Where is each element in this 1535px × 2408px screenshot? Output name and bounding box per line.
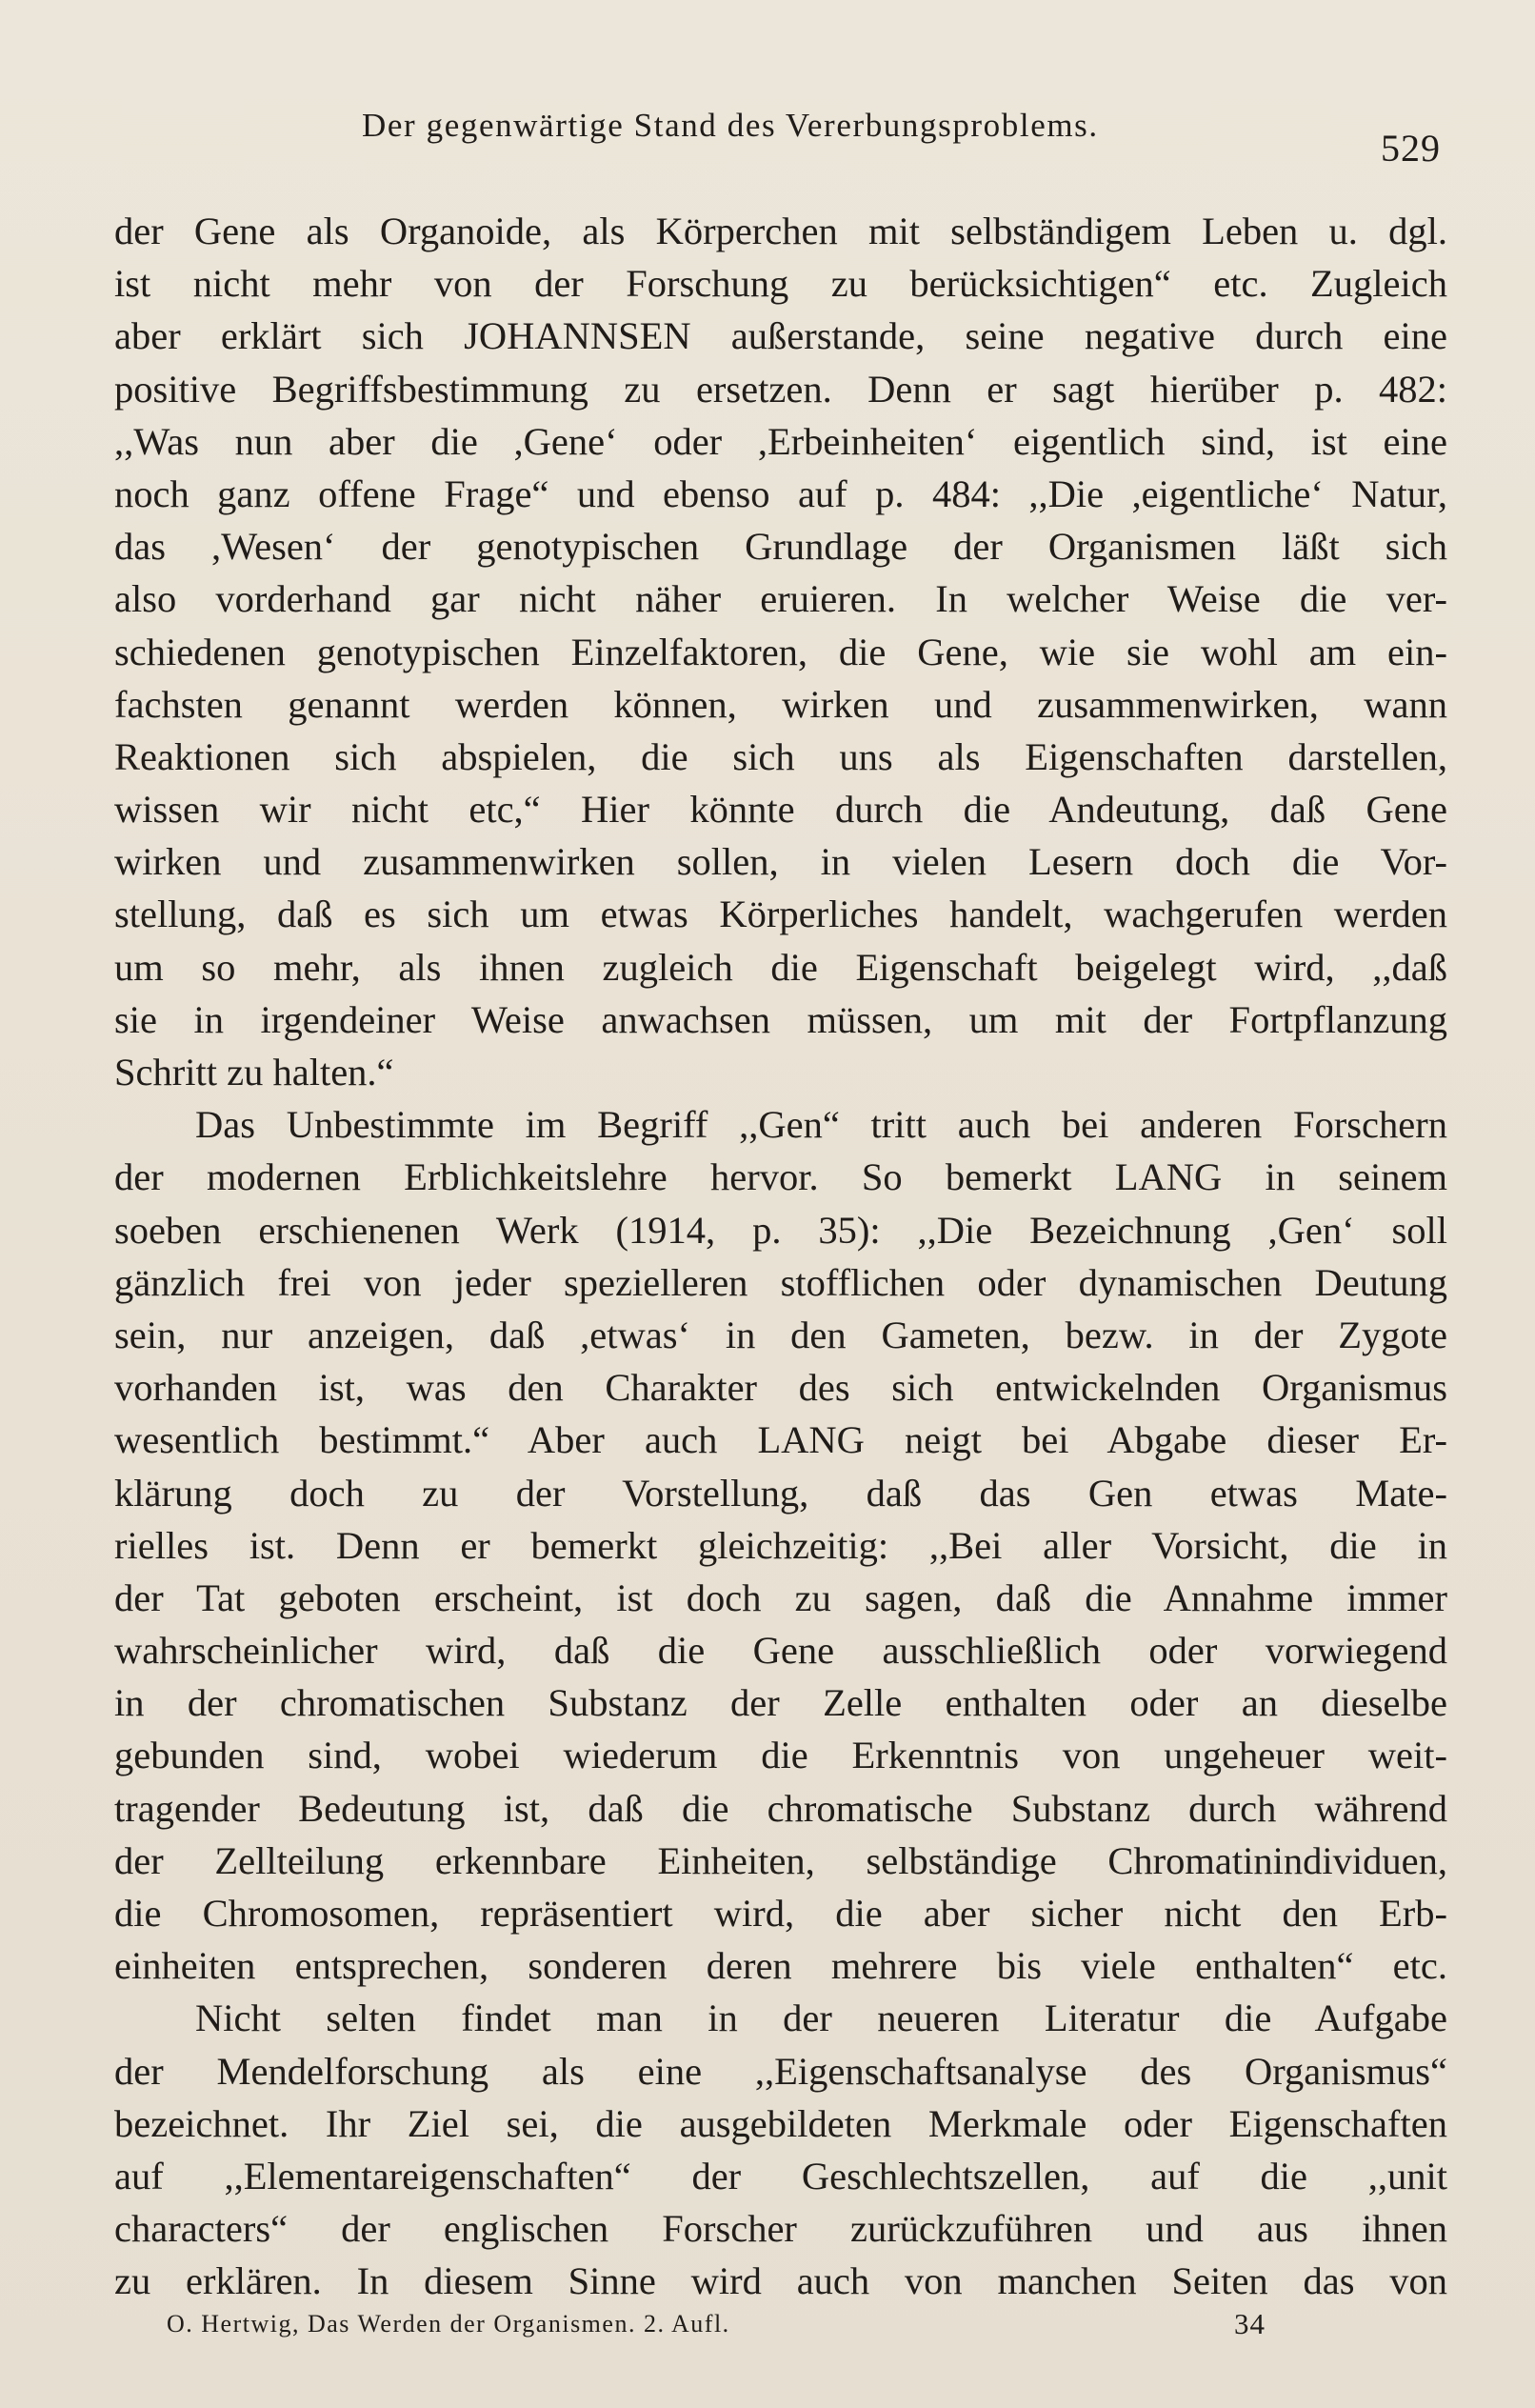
- page-number: 529: [1381, 127, 1441, 170]
- text-line: vorhanden ist, was den Charakter des sich entwickelnden Organismus: [114, 1366, 1447, 1410]
- text-line: wesentlich bestimmt.“ Aber auch LANG neigt bei Abgabe dieser Er-: [114, 1418, 1447, 1462]
- text-line: fachsten genannt werden können, wirken und zusammenwirken, wann: [114, 682, 1447, 726]
- footer-citation: O. Hertwig, Das Werden der Organismen. 2. Aufl.: [167, 2310, 730, 2338]
- text-line: bezeichnet. Ihr Ziel sei, die ausgebildeten Merkmale oder Eigenschaften: [114, 2101, 1447, 2145]
- paragraph-end-line: einheiten entsprechen, sonderen deren mehrere bis viele enthalten“ etc.: [114, 1944, 1447, 1988]
- text-line: das ,Wesen‘ der genotypischen Grundlage der Organismen läßt sich: [114, 525, 1447, 569]
- paragraph-start-line: Das Unbestimmte im Begriff ,,Gen“ tritt auch bei anderen Forschern: [195, 1103, 1447, 1147]
- text-line: zu erklären. In diesem Sinne wird auch von manchen Seiten das von: [114, 2259, 1447, 2303]
- text-line: noch ganz offene Frage“ und ebenso auf p. 484: ,,Die ,eigentliche‘ Natur,: [114, 472, 1447, 515]
- text-line: der modernen Erblichkeitslehre hervor. So bemerkt LANG in seinem: [114, 1155, 1447, 1199]
- text-line: wissen wir nicht etc,“ Hier könnte durch die Andeutung, daß Gene: [114, 788, 1447, 832]
- text-line: wirken und zusammenwirken sollen, in vielen Lesern doch die Vor-: [114, 840, 1447, 884]
- text-line: ,,Was nun aber die ,Gene‘ oder ,Erbeinheiten‘ eigentlich sind, ist eine: [114, 419, 1447, 463]
- signature-mark: 34: [1234, 2307, 1266, 2340]
- text-line: rielles ist. Denn er bemerkt gleichzeitig: ,,Bei aller Vorsicht, die in: [114, 1523, 1447, 1567]
- text-line: der Mendelforschung als eine ,,Eigenschaftsanalyse des Organismus“: [114, 2049, 1447, 2093]
- text-line: klärung doch zu der Vorstellung, daß das Gen etwas Mate-: [114, 1471, 1447, 1515]
- text-line: der Tat geboten erscheint, ist doch zu sagen, daß die Annahme immer: [114, 1575, 1447, 1619]
- text-line: tragender Bedeutung ist, daß die chromatische Substanz durch während: [114, 1786, 1447, 1830]
- text-line: der Zellteilung erkennbare Einheiten, selbständige Chromatinindividuen,: [114, 1838, 1447, 1882]
- text-line: characters“ der englischen Forscher zurückzuführen und aus ihnen: [114, 2207, 1447, 2251]
- text-line: wahrscheinlicher wird, daß die Gene ausschließlich oder vorwiegend: [114, 1629, 1447, 1673]
- text-line: aber erklärt sich JOHANNSEN außerstande, seine negative durch eine: [114, 314, 1447, 358]
- paragraph-start-line: Nicht selten findet man in der neueren Literatur die Aufgabe: [195, 1997, 1447, 2040]
- text-line: sein, nur anzeigen, daß ,etwas‘ in den Gameten, bezw. in der Zygote: [114, 1313, 1447, 1356]
- text-line: ist nicht mehr von der Forschung zu berücksichtigen“ etc. Zugleich: [114, 262, 1447, 306]
- text-line: Reaktionen sich abspielen, die sich uns als Eigenschaften darstellen,: [114, 734, 1447, 778]
- text-line: auf ,,Elementareigenschaften“ der Geschlechtszellen, auf die ,,unit: [114, 2154, 1447, 2197]
- text-line: sie in irgendeiner Weise anwachsen müssen, um mit der Fortpflanzung: [114, 997, 1447, 1041]
- text-line: in der chromatischen Substanz der Zelle enthalten oder an dieselbe: [114, 1681, 1447, 1725]
- text-line: also vorderhand gar nicht näher eruieren. In welcher Weise die ver-: [114, 577, 1447, 621]
- text-line: die Chromosomen, repräsentiert wird, die aber sicher nicht den Erb-: [114, 1892, 1447, 1935]
- text-line: um so mehr, als ihnen zugleich die Eigenschaft beigelegt wird, ,,daß: [114, 945, 1447, 989]
- paragraph-end-line: Schritt zu halten.“: [114, 1051, 394, 1094]
- text-line: der Gene als Organoide, als Körperchen mit selbständigem Leben u. dgl.: [114, 210, 1447, 252]
- text-line: stellung, daß es sich um etwas Körperliches handelt, wachgerufen werden: [114, 893, 1447, 936]
- text-line: schiedenen genotypischen Einzelfaktoren, die Gene, wie sie wohl am ein-: [114, 630, 1447, 673]
- running-header: Der gegenwärtige Stand des Vererbungsproblems.: [362, 107, 1099, 144]
- text-line: gebunden sind, wobei wiederum die Erkenntnis von ungeheuer weit-: [114, 1734, 1447, 1777]
- text-line: soeben erschienenen Werk (1914, p. 35): ,,Die Bezeichnung ,Gen‘ soll: [114, 1208, 1447, 1252]
- text-line: gänzlich frei von jeder spezielleren stofflichen oder dynamischen Deutung: [114, 1260, 1447, 1304]
- body-text: [114, 205, 1447, 2308]
- text-line: positive Begriffsbestimmung zu ersetzen. Denn er sagt hierüber p. 482:: [114, 367, 1447, 411]
